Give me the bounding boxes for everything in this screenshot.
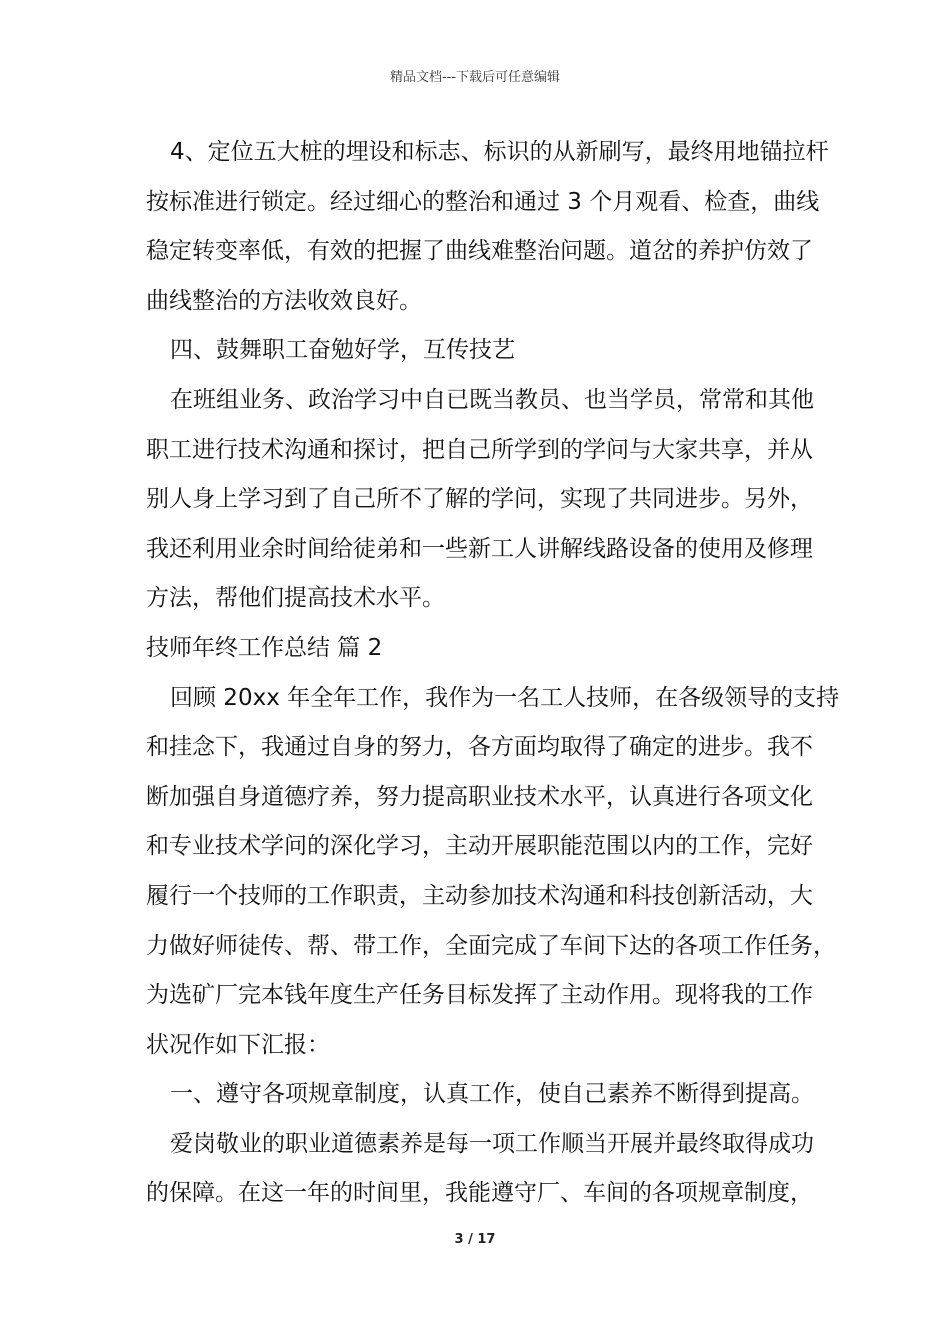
paragraph-line: 和专业技术学问的深化学习，主动开展职能范围以内的工作，完好 [146,833,813,860]
paragraph-line: 爱岗敬业的职业道德素养是每一项工作顺当开展并最终取得成功 [170,1130,814,1157]
section-heading: 一、遵守各项规章制度，认真工作，使自己素养不断得到提高。 [170,1081,814,1108]
paragraph-line: 状况作如下汇报： [146,1031,330,1058]
paragraph-line: 曲线整治的方法收效良好。 [146,287,422,314]
paragraph-line: 在班组业务、政治学习中自已既当教员、也当学员，常常和其他 [170,386,814,413]
paragraph-line: 职工进行技术沟通和探讨，把自己所学到的学问与大家共享，并从 [146,436,813,463]
paragraph-line: 按标准进行锁定。经过细心的整治和通过 3 个月观看、检查，曲线 [146,188,820,215]
paragraph-line: 回顾 20xx 年全年工作，我作为一名工人技师，在各级领导的支持 [170,684,840,711]
paragraph-line: 为选矿厂完本钱年度生产任务目标发挥了主动作用。现将我的工作 [146,982,813,1009]
page-number: 3 / 17 [454,1232,496,1247]
paragraph-line: 力做好师徒传、帮、带工作，全面完成了车间下达的各项工作任务， [146,932,836,959]
paragraph-line: 别人身上学习到了自己所不了解的学问，实现了共同进步。另外， [146,486,813,513]
article-title: 技师年终工作总结 篇 2 [146,634,383,661]
paragraph-line: 稳定转变率低，有效的把握了曲线难整治问题。道岔的养护仿效了 [146,238,813,265]
paragraph-line: 断加强自身道德疗养，努力提高职业技术水平，认真进行各项文化 [146,783,813,810]
paragraph-line: 和挂念下，我通过自身的努力，各方面均取得了确定的进步。我不 [146,734,813,761]
paragraph-line: 履行一个技师的工作职责，主动参加技术沟通和科技创新活动，大 [146,882,813,909]
paragraph-line: 我还利用业余时间给徒弟和一些新工人讲解线路设备的使用及修理 [146,535,813,562]
section-heading: 四、鼓舞职工奋勉好学，互传技艺 [170,337,515,364]
paragraph-line: 方法，帮他们提高技术水平。 [146,585,445,612]
document-body [146,128,840,1219]
paragraph-line: 4、定位五大桩的埋设和标志、标识的从新刷写，最终用地锚拉杆 [170,139,829,165]
paragraph-line: 的保障。在这一年的时间里，我能遵守厂、车间的各项规章制度， [146,1180,813,1207]
page-header-note: 精品文档---下载后可任意编辑 [389,70,561,85]
